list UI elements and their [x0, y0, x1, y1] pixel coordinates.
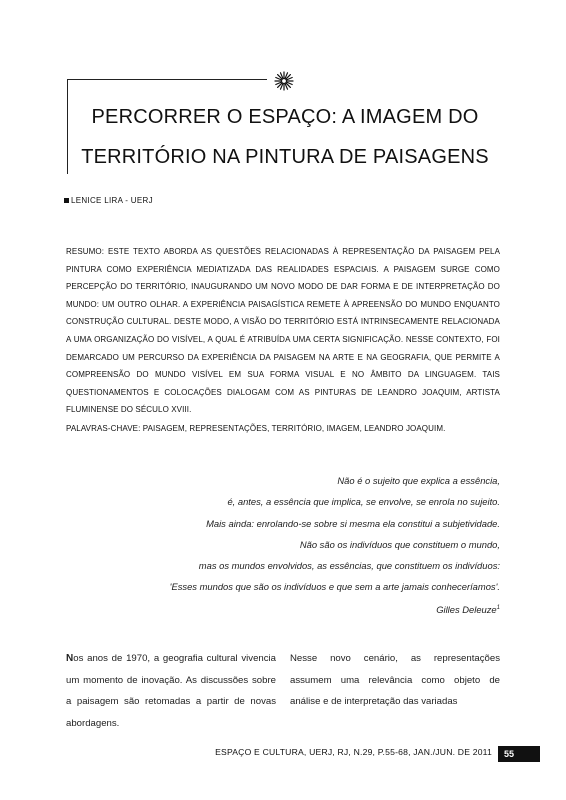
- epigraph-attribution: [60, 598, 500, 620]
- body-text-right: Nesse novo cenário, as representações assumem uma relevância como objeto de análise e de interpretação das variadas: [290, 653, 500, 708]
- drop-cap: N: [66, 653, 74, 664]
- ornament-star-icon: [274, 71, 294, 91]
- keywords: PALAVRAS-CHAVE: PAISAGEM, REPRESENTAÇÕES, TERRITÓRIO, IMAGEM, LEANDRO JOAQUIM.: [66, 424, 446, 433]
- footnote-marker[interactable]: 1: [496, 604, 500, 611]
- article-title-line-2: TERRITÓRIO NA PINTURA DE PAISAGENS: [81, 146, 489, 168]
- body-text-left: os anos de 1970, a geografia cultural vivencia um momento de inovação. As discussões sobre a paisagem são retomadas a partir de novas abordagens.: [66, 653, 276, 729]
- body-column-left: [66, 648, 276, 734]
- epigraph-line: 'Esses mundos que são os indivíduos e que sem a arte jamais conheceríamos'.: [169, 581, 500, 593]
- abstract: [66, 243, 500, 419]
- abstract-text: RESUMO: ESTE TEXTO ABORDA AS QUESTÕES RELACIONADAS À REPRESENTAÇÃO DA PAISAGEM PELA PINTURA COMO EXPERIÊNCIA MEDIATIZADA DAS REALIDADES ESPACIAIS. A PAISAGEM SURGE COMO PERCEPÇÃO DO TERRITÓRIO, INAUGURANDO UM NOVO MODO DE DAR FORMA E DE INTERPRETAÇÃO DO MUNDO: UM OUTRO OLHAR. A EXPERIÊNCIA PAISAGÍSTICA REMETE À APREENSÃO DO MUNDO ENQUANTO CONSTRUÇÃO CULTURAL. DESTE MODO, A VISÃO DO TERRITÓRIO ESTÁ INTRINSECAMENTE RELACIONADA A UMA ORGANIZAÇÃO DO VISÍVEL, A QUAL É ATRIBUÍDA UMA CERTA SIGNIFICAÇÃO. NESSE CONTEXTO, FOI DEMARCADO UM PERCURSO DA EXPERIÊNCIA DA PAISAGEM NA ARTE E NA GEOGRAFIA, QUE PERMITE A COMPREENSÃO DO MUNDO VISÍVEL EM SUA FORMA VISUAL E NO ÂMBITO DA LINGUAGEM. TAIS QUESTIONAMENTOS E COLOCAÇÕES DIALOGAM COM AS PINTURAS DE LEANDRO JOAQUIM, ARTISTA FLUMINENSE DO SÉCULO XVIII.: [66, 247, 500, 415]
- epigraph-line: Não são os indivíduos que constituem o mundo,: [299, 538, 500, 550]
- author-line: [64, 196, 153, 205]
- title-frame-left-rule: [67, 79, 68, 174]
- author-name: LENICE LIRA - UERJ: [71, 196, 153, 205]
- epigraph: [60, 470, 500, 620]
- body-column-right: [290, 648, 500, 713]
- bullet-square-icon: [64, 198, 69, 203]
- epigraph-line: Não é o sujeito que explica a essência,: [337, 475, 500, 486]
- article-title-line-1: PERCORRER O ESPAÇO: A IMAGEM DO: [91, 106, 479, 128]
- attribution-name: Gilles Deleuze: [436, 603, 497, 615]
- page-footer: [150, 746, 540, 762]
- epigraph-line: é, antes, a essência que implica, se envolve, se enrola no sujeito.: [227, 496, 500, 508]
- journal-citation: ESPAÇO E CULTURA, UERJ, RJ, N.29, P.55-68, JAN./JUN. DE 2011: [215, 747, 492, 757]
- epigraph-line: mas os mundos envolvidos, as essências, que constituem os indivíduos:: [198, 560, 500, 572]
- title-frame-top-rule: [67, 79, 267, 80]
- epigraph-line: Mais ainda: enrolando-se sobre si mesma ela constitui a subjetividade.: [206, 517, 500, 529]
- page-number: 55: [498, 746, 540, 762]
